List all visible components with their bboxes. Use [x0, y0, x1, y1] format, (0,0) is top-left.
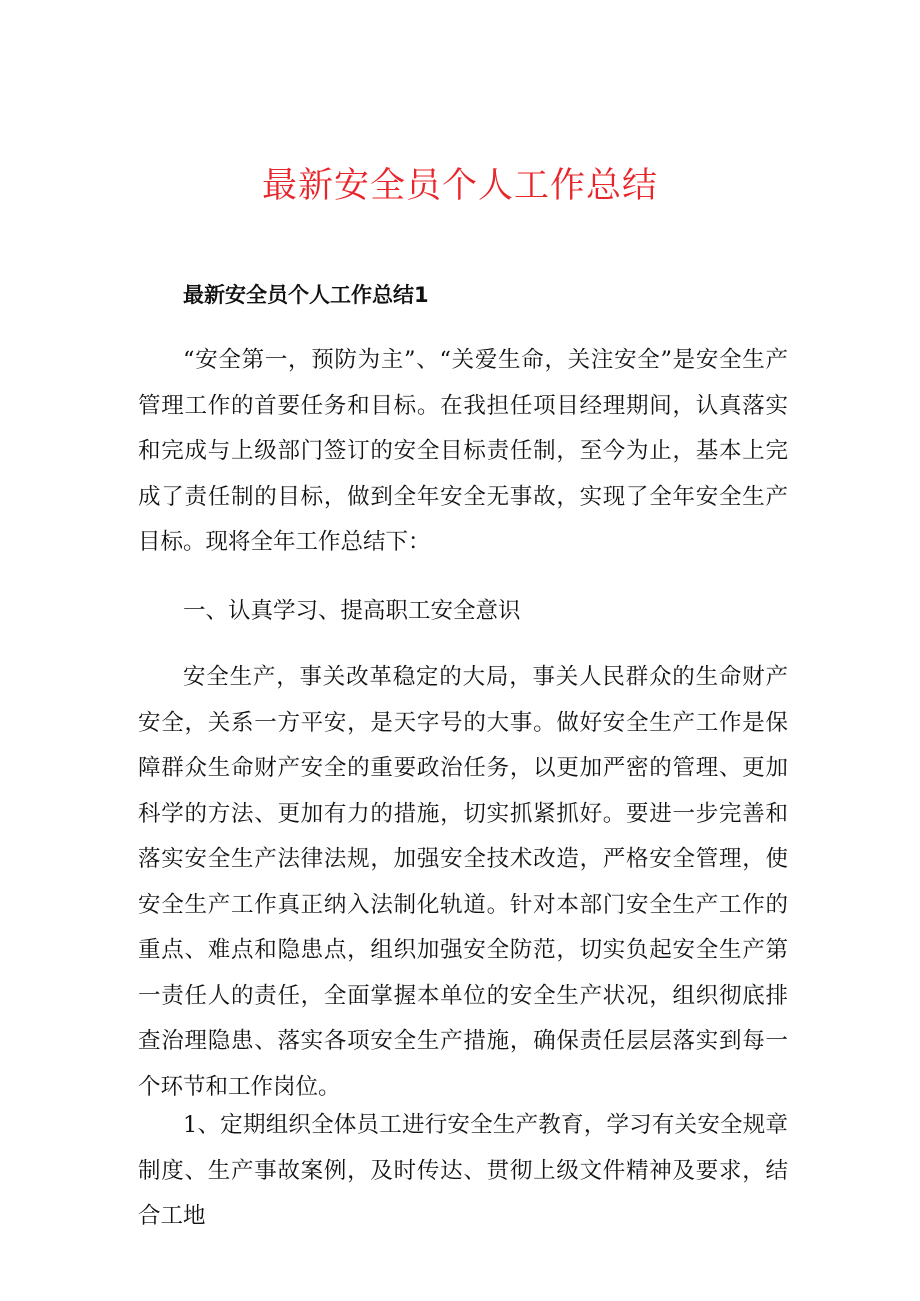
paragraph-item-1: 1、定期组织全体员工进行安全生产教育，学习有关安全规章制度、生产事故案例，及时传达、贯彻上级文件精神及要求，结合工地 [138, 1112, 788, 1229]
document-title: 最新安全员个人工作总结 [261, 166, 658, 206]
paragraph-subheading-1: 一、认真学习、提高职工安全意识 [183, 598, 521, 624]
paragraph-safety-production: 安全生产，事关改革稳定的大局，事关人民群众的生命财产安全，关系一方平安，是天字号的大事。做好安全生产工作是保障群众生命财产安全的重要政治任务，以更加严密的管理、更加科学的方法、更加有力的措施，切实抓紧抓好。要进一步完善和落实安全生产法律法规，加强安全技术改造，严格安全管理，使安全生产工作真正纳入法制化轨道。针对本部门安全生产工作的重点、难点和隐患点，组织加强安全防范，切实负起安全生产第一责任人的责任，全面掌握本单位的安全生产状况，组织彻底排查治理隐患、落实各项安全生产措施，确保责任层层落实到每一个环节和工作岗位。 [138, 664, 788, 1100]
paragraph-intro: “安全第一，预防为主”、“关爱生命，关注安全”是安全生产管理工作的首要任务和目标。在我担任项目经理期间，认真落实和完成与上级部门签订的安全目标责任制，至今为止，基本上完成了责任制的目标，做到全年安全无事故，实现了全年安全生产目标。现将全年工作总结下： [138, 347, 788, 555]
section-heading: 最新安全员个人工作总结1 [183, 283, 429, 307]
